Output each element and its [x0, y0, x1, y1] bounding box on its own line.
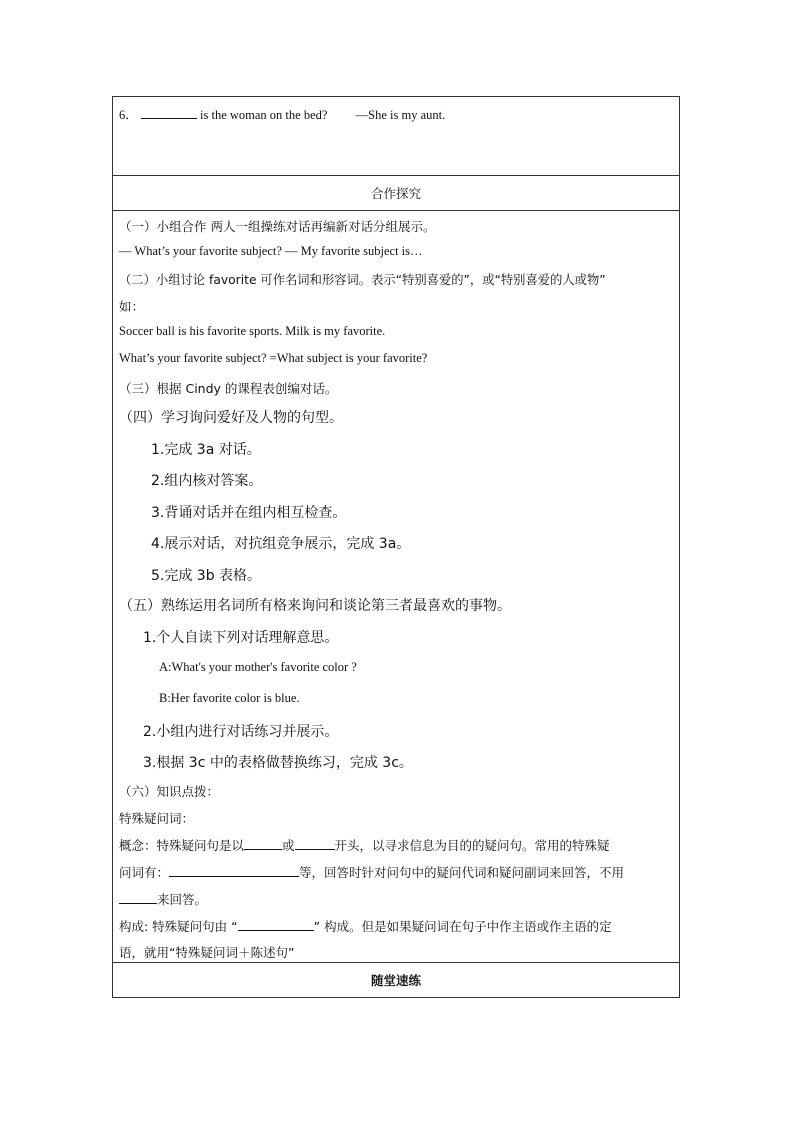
- structure-line: [119, 917, 612, 935]
- text-line: （六）知识点拨：: [119, 784, 220, 799]
- worksheet-table: [112, 96, 680, 998]
- concept-line: [119, 890, 207, 908]
- step-item: 2.组内核对答案。: [151, 473, 263, 489]
- concept-text: 开头，以寻求信息为目的的疑问句。常用的特殊疑: [334, 838, 610, 853]
- dialogue-line: B:Her favorite color is blue.: [159, 691, 300, 705]
- text-line: （五）熟练运用名词所有格来询问和谈论第三者最喜欢的事物。: [119, 598, 511, 614]
- text-line: （二）小组讨论 favorite 可作名词和形容词。表示“特别喜爱的”，或“特别喜爱的人或物”: [119, 273, 606, 287]
- task-item: 3.根据 3c 中的表格做替换练习，完成 3c。: [143, 755, 413, 771]
- text-line: （三）根据 Cindy 的课程表创编对话。: [119, 381, 338, 396]
- text-line: What’s your favorite subject? =What subject is your favorite?: [119, 351, 428, 365]
- text-line: 特殊疑问词：: [119, 811, 195, 826]
- answer-blank[interactable]: [141, 106, 197, 119]
- task-item: 1.个人自读下列对话理解意思。: [143, 630, 339, 646]
- section-title: 合作探究: [113, 176, 679, 211]
- text-line: 如：: [119, 299, 145, 314]
- structure-line: 语，就用“特殊疑问词＋陈述句”: [119, 945, 295, 960]
- fill-blank[interactable]: [169, 864, 299, 877]
- text-line: — What’s your favorite subject? — My favorite subject is…: [119, 244, 423, 258]
- footer-title: 随堂速练: [370, 973, 421, 988]
- task-item: 2.小组内进行对话练习并展示。: [143, 724, 339, 740]
- section-body: [113, 211, 679, 963]
- concept-text: 来回答。: [157, 892, 208, 907]
- concept-line: [119, 863, 624, 881]
- fill-blank[interactable]: [238, 918, 314, 931]
- fill-blank[interactable]: [244, 837, 282, 850]
- fill-blank[interactable]: [119, 891, 157, 904]
- step-item: 1.完成 3a 对话。: [151, 442, 261, 458]
- dialogue-line: A:What's your mother's favorite color ?: [159, 660, 357, 674]
- structure-text: ” 构成。但是如果疑问词在句子中作主语或作主语的定: [313, 919, 612, 934]
- text-line: （一）小组合作 两人一组操练对话再编新对话分组展示。: [119, 219, 436, 234]
- question-answer: —She is my aunt.: [355, 108, 446, 122]
- text-line: Soccer ball is his favorite sports. Milk is my favorite.: [119, 324, 386, 338]
- structure-text: 构成: 特殊疑问句由 “: [119, 919, 238, 934]
- question-number: 6．: [119, 108, 138, 122]
- step-item: 5.完成 3b 表格。: [151, 568, 262, 584]
- concept-text: 或: [282, 838, 295, 853]
- text-line: （四）学习询问爱好及人物的句型。: [119, 410, 343, 426]
- step-item: 3.背诵对话并在组内相互检查。: [151, 505, 347, 521]
- concept-text: 概念：特殊疑问句是以: [119, 838, 245, 853]
- fill-blank[interactable]: [295, 837, 335, 850]
- question-6-row: [113, 97, 679, 176]
- question-text: is the woman on the bed?: [200, 108, 328, 122]
- concept-text: 问词有：: [119, 865, 170, 880]
- step-item: 4.展示对话，对抗组竞争展示，完成 3a。: [151, 536, 411, 552]
- concept-text: 等，回答时针对问句中的疑问代词和疑问副词来回答，不用: [299, 865, 625, 880]
- concept-line: [119, 836, 610, 854]
